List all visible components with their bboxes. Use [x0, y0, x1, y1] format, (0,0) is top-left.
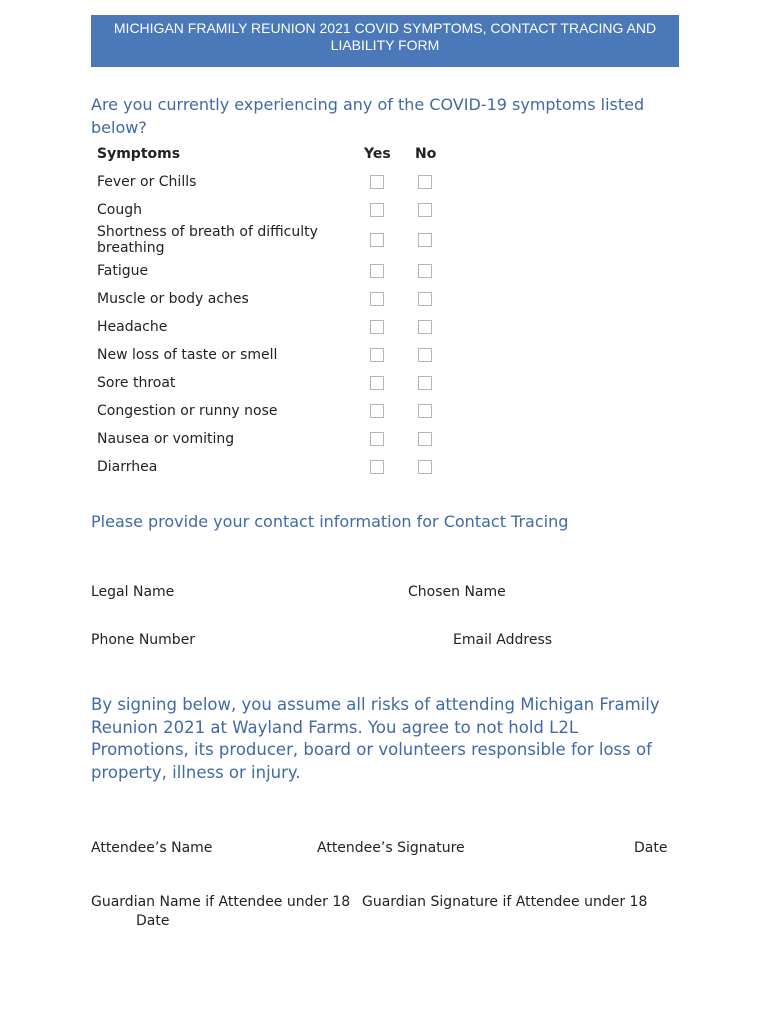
- symptom-label: Cough: [97, 202, 142, 218]
- yes-checkbox[interactable]: [370, 264, 384, 278]
- symptom-row: [0, 344, 770, 368]
- yes-checkbox[interactable]: [370, 175, 384, 189]
- symptom-label: Diarrhea: [97, 459, 158, 475]
- symptom-row: [0, 171, 770, 195]
- liability-line-4: property, illness or injury.: [91, 762, 301, 782]
- symptom-row: [0, 316, 770, 340]
- yes-checkbox[interactable]: [370, 432, 384, 446]
- symptom-row: [0, 400, 770, 424]
- symptom-label: Congestion or runny nose: [97, 403, 278, 419]
- liability-statement: [91, 694, 681, 784]
- yes-checkbox[interactable]: [370, 292, 384, 306]
- yes-checkbox[interactable]: [370, 460, 384, 474]
- symptoms-question: [91, 94, 681, 139]
- no-column-header: No: [415, 146, 437, 162]
- no-checkbox[interactable]: [418, 348, 432, 362]
- date-label: Date: [634, 840, 668, 856]
- symptoms-question-line-2: below?: [91, 117, 147, 137]
- form-title-line-1: MICHIGAN FRAMILY REUNION 2021 COVID SYMPTOMS, CONTACT TRACING AND: [113, 20, 657, 36]
- symptoms-question-line-1: Are you currently experiencing any of the COVID-19 symptoms listed: [91, 95, 645, 114]
- symptom-row: [0, 224, 770, 258]
- symptom-row: [0, 288, 770, 312]
- no-checkbox[interactable]: [418, 404, 432, 418]
- yes-checkbox[interactable]: [370, 404, 384, 418]
- no-checkbox[interactable]: [418, 203, 432, 217]
- no-checkbox[interactable]: [418, 376, 432, 390]
- chosen-name-label: Chosen Name: [408, 584, 506, 600]
- symptom-label: Fatigue: [97, 263, 149, 279]
- contact-tracing-title: Please provide your contact information for Contact Tracing: [91, 512, 569, 531]
- attendee-signature-label: Attendee’s Signature: [317, 840, 465, 856]
- symptom-label: Headache: [97, 319, 168, 335]
- attendee-name-label: Attendee’s Name: [91, 840, 213, 856]
- form-title-banner: [91, 15, 679, 67]
- yes-checkbox[interactable]: [370, 233, 384, 247]
- liability-line-1: By signing below, you assume all risks of attending Michigan Framily: [91, 695, 660, 714]
- phone-number-label: Phone Number: [91, 632, 196, 648]
- liability-line-3: Promotions, its producer, board or volunteers responsible for loss of: [91, 740, 652, 759]
- no-checkbox[interactable]: [418, 264, 432, 278]
- no-checkbox[interactable]: [418, 432, 432, 446]
- liability-line-2: Reunion 2021 at Wayland Farms. You agree to not hold L2L: [91, 717, 579, 737]
- symptom-row: [0, 260, 770, 284]
- email-address-label: Email Address: [453, 632, 553, 648]
- symptom-label: Fever or Chills: [97, 174, 197, 190]
- no-checkbox[interactable]: [418, 175, 432, 189]
- yes-column-header: Yes: [364, 146, 391, 162]
- symptom-row: [0, 372, 770, 396]
- guardian-name-label: Guardian Name if Attendee under 18: [91, 894, 351, 910]
- guardian-signature-label: Guardian Signature if Attendee under 18: [362, 894, 648, 910]
- no-checkbox[interactable]: [418, 233, 432, 247]
- symptom-label: Nausea or vomiting: [97, 431, 235, 447]
- symptom-label: New loss of taste or smell: [97, 347, 278, 363]
- symptom-label: Muscle or body aches: [97, 291, 249, 307]
- legal-name-label: Legal Name: [91, 584, 175, 600]
- symptom-label: Sore throat: [97, 375, 176, 391]
- yes-checkbox[interactable]: [370, 203, 384, 217]
- guardian-date-label: Date: [136, 913, 170, 929]
- symptoms-column-header: Symptoms: [97, 146, 181, 162]
- yes-checkbox[interactable]: [370, 376, 384, 390]
- symptom-row: [0, 428, 770, 452]
- yes-checkbox[interactable]: [370, 348, 384, 362]
- symptom-row: [0, 456, 770, 480]
- symptom-row: [0, 199, 770, 223]
- symptom-label: Shortness of breath of difficulty breathing: [97, 224, 318, 256]
- yes-checkbox[interactable]: [370, 320, 384, 334]
- no-checkbox[interactable]: [418, 292, 432, 306]
- no-checkbox[interactable]: [418, 460, 432, 474]
- no-checkbox[interactable]: [418, 320, 432, 334]
- form-title-line-2: LIABILITY FORM: [330, 37, 440, 53]
